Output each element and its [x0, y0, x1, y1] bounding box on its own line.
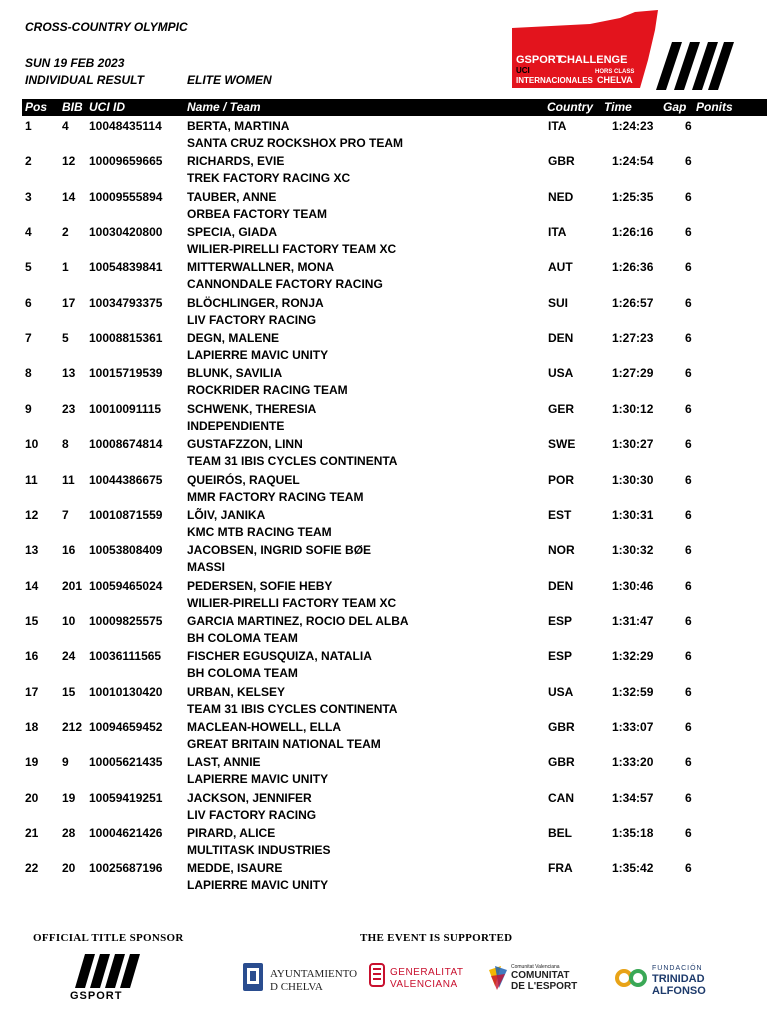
- result-row: [0, 540, 768, 576]
- rider-name: BERTA, MARTINA: [187, 119, 290, 133]
- time: 1:24:23: [612, 119, 654, 133]
- bib: 2: [62, 225, 69, 240]
- pos: 11: [25, 472, 38, 487]
- pos: 4: [25, 225, 32, 240]
- alfonso-text: ALFONSO: [652, 985, 706, 997]
- country: CAN: [548, 790, 574, 805]
- gsport-sponsor-logo: [65, 952, 145, 1002]
- country: ESP: [548, 649, 573, 664]
- column-uci-id: UCI ID: [89, 100, 125, 114]
- rider-name: SCHWENK, THERESIA: [187, 401, 317, 416]
- points: 6: [685, 366, 692, 381]
- uci-id: 10059419251: [89, 790, 163, 805]
- country: USA: [548, 684, 574, 699]
- country: ITA: [548, 225, 567, 240]
- bib: 11: [62, 472, 75, 487]
- column-country: Country: [547, 100, 593, 114]
- team-name: LAPIERRE MAVIC UNITY: [187, 348, 329, 363]
- comunitat-text: COMUNITAT: [511, 970, 570, 981]
- rider-name: QUEIRÓS, RAQUEL: [187, 472, 300, 487]
- time: 1:30:27: [612, 437, 654, 452]
- time: 1:30:12: [612, 401, 654, 416]
- country: SUI: [548, 295, 569, 310]
- de-lesport-text: DE L'ESPORT: [511, 981, 578, 992]
- country: DEN: [548, 331, 574, 346]
- points: 6: [685, 260, 692, 275]
- team-name: KMC MTB RACING TEAM: [187, 524, 332, 539]
- comunitat-esport-logo: [487, 960, 601, 992]
- points: 6: [685, 154, 692, 169]
- time: 1:25:35: [612, 189, 654, 204]
- results-table-header: [22, 99, 767, 116]
- pos: 18: [25, 719, 39, 734]
- bib: 12: [62, 154, 76, 169]
- rider-name: BLÖCHLINGER, RONJA: [187, 295, 324, 310]
- bib: 13: [62, 366, 76, 381]
- uci-id: 10054839841: [89, 260, 163, 275]
- points: 6: [685, 719, 692, 734]
- pos: 10: [25, 437, 39, 452]
- coat-of-arms-icon: [243, 963, 263, 991]
- time: 1:27:23: [612, 331, 654, 346]
- bib: 20: [62, 861, 76, 876]
- team-name: WILIER-PIRELLI FACTORY TEAM XC: [187, 595, 397, 610]
- ayuntamiento-chelva-logo: [242, 960, 360, 996]
- bib: 8: [62, 437, 69, 452]
- time: 1:31:47: [612, 613, 654, 628]
- rider-name: DEGN, MALENE: [187, 331, 280, 346]
- country: GBR: [548, 154, 575, 169]
- event-date: SUN 19 FEB 2023: [25, 56, 125, 70]
- column-gap: Gap: [663, 100, 687, 114]
- points: 6: [685, 826, 692, 840]
- pos: 17: [25, 684, 39, 699]
- logo-text-uci: UCI: [516, 66, 530, 75]
- points: 6: [685, 225, 692, 240]
- result-row: [0, 399, 768, 435]
- support-label: THE EVENT IS SUPPORTED: [360, 932, 513, 944]
- points: 6: [685, 790, 692, 805]
- time: 1:34:57: [612, 790, 654, 805]
- points: 6: [685, 437, 692, 452]
- country: FRA: [548, 861, 573, 876]
- bib: 212: [62, 719, 83, 734]
- bib: 10: [62, 613, 76, 628]
- rider-name: URBAN, KELSEY: [187, 684, 286, 699]
- time: 1:30:32: [612, 543, 654, 558]
- rider-name: JACKSON, JENNIFER: [187, 790, 312, 805]
- country: AUT: [548, 260, 573, 275]
- rider-name: MITTERWALLNER, MONA: [187, 260, 335, 275]
- logo-text-hors-class: HORS CLASS: [595, 69, 635, 75]
- country: ESP: [548, 613, 573, 628]
- time: 1:27:29: [612, 366, 654, 381]
- country: GBR: [548, 755, 575, 770]
- bib: 7: [62, 507, 69, 522]
- country: EST: [548, 507, 572, 522]
- time: 1:30:31: [612, 507, 654, 522]
- uci-id: 10025687196: [89, 861, 163, 876]
- valenciana-text: VALENCIANA: [390, 979, 458, 990]
- uci-id: 10015719539: [89, 366, 163, 381]
- time: 1:26:16: [612, 225, 654, 240]
- time: 1:30:30: [612, 472, 654, 487]
- points: 6: [685, 649, 692, 664]
- bib: 201: [62, 578, 83, 593]
- country: DEN: [548, 578, 574, 593]
- logo-text-chelva: CHELVA: [597, 75, 633, 85]
- ayuntamiento-text: AYUNTAMIENTO: [270, 968, 358, 980]
- gsport-stripes-icon: [75, 954, 140, 988]
- team-name: TEAM 31 IBIS CYCLES CONTINENTA: [187, 701, 398, 716]
- uci-id: 10010091115: [89, 401, 162, 416]
- category-label: ELITE WOMEN: [187, 73, 272, 87]
- uci-id: 10010130420: [89, 684, 163, 699]
- pos: 6: [25, 295, 32, 310]
- pos: 8: [25, 366, 32, 381]
- team-name: TEAM 31 IBIS CYCLES CONTINENTA: [187, 454, 398, 469]
- time: 1:35:42: [612, 861, 654, 876]
- rider-name: FISCHER EGUSQUIZA, NATALIA: [187, 649, 372, 664]
- result-row: [0, 752, 768, 788]
- generalitat-valenciana-logo: [368, 960, 476, 992]
- time: 1:32:29: [612, 649, 654, 664]
- bib: 23: [62, 401, 76, 416]
- team-name: SANTA CRUZ ROCKSHOX PRO TEAM: [187, 136, 403, 150]
- gsport-wordmark: GSPORT: [70, 990, 123, 1002]
- team-name: LIV FACTORY RACING: [187, 312, 317, 327]
- country: SWE: [548, 437, 576, 452]
- time: 1:33:07: [612, 719, 654, 734]
- bib: 24: [62, 649, 76, 664]
- points: 6: [685, 507, 692, 522]
- pos: 21: [25, 826, 39, 840]
- rider-name: TAUBER, ANNE: [187, 189, 277, 204]
- logo-text-challenge: CHALLENGE: [559, 54, 628, 66]
- points: 6: [685, 295, 692, 310]
- uci-id: 10005621435: [89, 755, 163, 770]
- result-type: INDIVIDUAL RESULT: [25, 73, 144, 87]
- team-name: ROCKRIDER RACING TEAM: [187, 383, 348, 398]
- result-row: [0, 187, 768, 223]
- bib: 19: [62, 790, 76, 805]
- pos: 12: [25, 507, 39, 522]
- result-row: [0, 434, 768, 470]
- uci-id: 10009659665: [89, 154, 163, 169]
- uci-id: 10009825575: [89, 613, 163, 628]
- team-name: WILIER-PIRELLI FACTORY TEAM XC: [187, 242, 397, 257]
- team-name: GREAT BRITAIN NATIONAL TEAM: [187, 736, 381, 751]
- uci-id: 10004621426: [89, 826, 163, 840]
- uci-id: 10030420800: [89, 225, 163, 240]
- uci-id: 10009555894: [89, 189, 163, 204]
- pos: 20: [25, 790, 39, 805]
- country: GER: [548, 401, 575, 416]
- time: 1:24:54: [612, 154, 654, 169]
- bib: 17: [62, 295, 76, 310]
- sponsor-label: OFFICIAL TITLE SPONSOR: [33, 932, 184, 944]
- rider-name: PIRARD, ALICE: [187, 826, 276, 840]
- result-row: [0, 611, 768, 647]
- points: 6: [685, 684, 692, 699]
- bib: 15: [62, 684, 76, 699]
- rider-name: GARCIA MARTINEZ, ROCIO DEL ALBA: [187, 613, 409, 628]
- country: NOR: [548, 543, 575, 558]
- country: BEL: [548, 826, 572, 840]
- time: 1:32:59: [612, 684, 654, 699]
- rider-name: JACOBSEN, INGRID SOFIE BØE: [187, 543, 372, 558]
- rider-name: PEDERSEN, SOFIE HEBY: [187, 578, 333, 593]
- team-name: TREK FACTORY RACING XC: [187, 171, 351, 186]
- points: 6: [685, 578, 692, 593]
- logo-text-internacionales: INTERNACIONALES: [516, 76, 593, 85]
- result-row: [0, 576, 768, 612]
- result-row: [0, 717, 768, 753]
- country: ITA: [548, 119, 567, 133]
- bib: 28: [62, 826, 76, 840]
- pos: 2: [25, 154, 32, 169]
- result-row: [0, 363, 768, 399]
- trinidad-text: TRINIDAD: [652, 973, 705, 985]
- bib: 16: [62, 543, 76, 558]
- team-name: ORBEA FACTORY TEAM: [187, 206, 328, 221]
- team-name: MMR FACTORY RACING TEAM: [187, 489, 364, 504]
- pos: 19: [25, 755, 39, 770]
- bib: 1: [62, 260, 69, 275]
- points: 6: [685, 331, 692, 346]
- generalitat-emblem-icon: [370, 964, 384, 986]
- uci-id: 10044386675: [89, 472, 163, 487]
- pos: 9: [25, 401, 32, 416]
- result-row: [0, 646, 768, 682]
- pos: 7: [25, 331, 32, 346]
- column-points: Ponits: [696, 100, 733, 114]
- pos: 14: [25, 578, 39, 593]
- time: 1:35:18: [612, 826, 654, 840]
- team-name: MULTITASK INDUSTRIES: [187, 843, 331, 857]
- bib: 4: [62, 119, 69, 133]
- result-row: [0, 682, 768, 718]
- team-name: LAPIERRE MAVIC UNITY: [187, 878, 329, 893]
- bib: 5: [62, 331, 69, 346]
- uci-id: 10036111565: [89, 649, 162, 664]
- result-row: [0, 151, 768, 187]
- pos: 15: [25, 613, 39, 628]
- rider-name: MACLEAN-HOWELL, ELLA: [187, 719, 341, 734]
- column-pos: Pos: [25, 100, 48, 114]
- uci-id: 10059465024: [89, 578, 163, 593]
- rider-name: LÕIV, JANIKA: [187, 507, 266, 522]
- result-row: [0, 858, 768, 894]
- rider-name: SPECIA, GIADA: [187, 225, 278, 240]
- time: 1:30:46: [612, 578, 654, 593]
- fundacion-text: FUNDACIÓN: [652, 965, 703, 972]
- fundacion-emblem-icon: [617, 971, 645, 985]
- result-row: [0, 328, 768, 364]
- result-row: [0, 257, 768, 293]
- points: 6: [685, 861, 692, 876]
- time: 1:26:36: [612, 260, 654, 275]
- column-bib: BIB: [62, 100, 83, 114]
- rider-name: BLUNK, SAVILIA: [187, 366, 283, 381]
- team-name: INDEPENDIENTE: [187, 418, 285, 433]
- gsport-stripes-icon: [656, 42, 734, 90]
- result-row: [0, 823, 768, 859]
- bib: 14: [62, 189, 76, 204]
- points: 6: [685, 543, 692, 558]
- points: 6: [685, 755, 692, 770]
- pos: 1: [25, 119, 32, 133]
- comunitat-esport-emblem-icon: [489, 966, 507, 990]
- result-row: [0, 470, 768, 506]
- rider-name: LAST, ANNIE: [187, 755, 261, 770]
- team-name: LAPIERRE MAVIC UNITY: [187, 772, 329, 787]
- country: USA: [548, 366, 574, 381]
- pos: 5: [25, 260, 32, 275]
- time: 1:26:57: [612, 295, 654, 310]
- uci-id: 10053808409: [89, 543, 163, 558]
- uci-id: 10008674814: [89, 437, 163, 452]
- pos: 16: [25, 649, 39, 664]
- event-title: CROSS-COUNTRY OLYMPIC: [25, 20, 188, 34]
- country: NED: [548, 189, 574, 204]
- logo-text-gsport: GSPORT: [516, 54, 563, 66]
- points: 6: [685, 472, 692, 487]
- bib: 9: [62, 755, 69, 770]
- team-name: CANNONDALE FACTORY RACING: [187, 277, 383, 292]
- time: 1:33:20: [612, 755, 654, 770]
- fundacion-trinidad-alfonso-logo: [614, 958, 720, 998]
- generalitat-text: GENERALITAT: [390, 967, 464, 978]
- pos: 3: [25, 189, 32, 204]
- result-row: [0, 505, 768, 541]
- column-name-team: Name / Team: [187, 100, 261, 114]
- points: 6: [685, 189, 692, 204]
- uci-id: 10034793375: [89, 295, 163, 310]
- uci-id: 10094659452: [89, 719, 163, 734]
- uci-id: 10048435114: [89, 119, 162, 133]
- result-row: [0, 293, 768, 329]
- points: 6: [685, 613, 692, 628]
- chelva-text: D CHELVA: [270, 981, 323, 993]
- uci-id: 10010871559: [89, 507, 163, 522]
- team-name: LIV FACTORY RACING: [187, 807, 317, 822]
- result-row: [0, 222, 768, 258]
- event-logo: [510, 10, 735, 90]
- country: POR: [548, 472, 575, 487]
- result-row: [0, 116, 768, 152]
- rider-name: RICHARDS, EVIE: [187, 154, 285, 169]
- pos: 22: [25, 861, 39, 876]
- points: 6: [685, 119, 692, 133]
- pos: 13: [25, 543, 39, 558]
- points: 6: [685, 401, 692, 416]
- comunitat-valenciana-text: Comunitat Valenciana: [511, 964, 560, 970]
- rider-name: MEDDE, ISAURE: [187, 861, 283, 876]
- team-name: BH COLOMA TEAM: [187, 666, 298, 681]
- result-row: [0, 788, 768, 824]
- uci-id: 10008815361: [89, 331, 163, 346]
- country: GBR: [548, 719, 575, 734]
- team-name: MASSI: [187, 560, 226, 575]
- column-time: Time: [604, 100, 632, 114]
- team-name: BH COLOMA TEAM: [187, 630, 298, 645]
- rider-name: GUSTAFZZON, LINN: [187, 437, 303, 452]
